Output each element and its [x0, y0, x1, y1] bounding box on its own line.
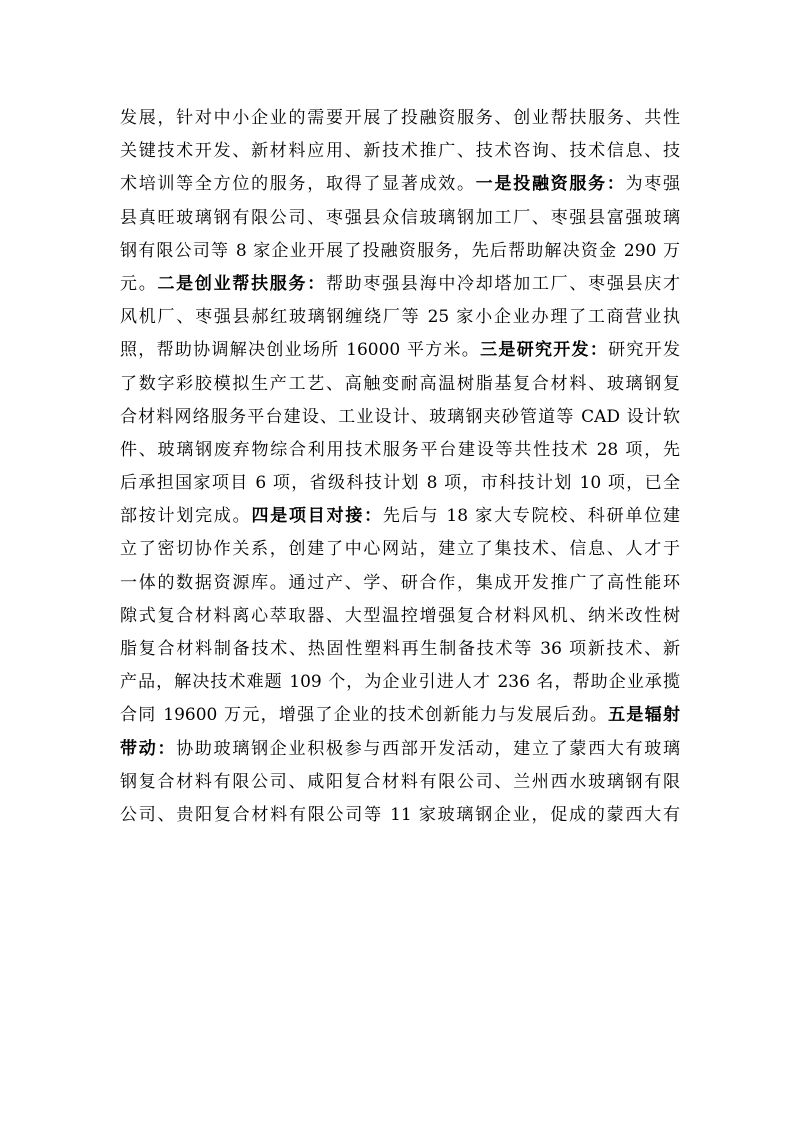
- bold-heading-run: 五是辐射: [608, 705, 681, 726]
- text-run: 照，帮助协调解决创业场所 16000 平方米。: [120, 340, 481, 361]
- text-run: 钢复合材料有限公司、咸阳复合材料有限公司、兰州西水玻璃钢有限: [120, 771, 680, 792]
- bold-heading-run: 四是项目对接：: [251, 506, 383, 527]
- text-line: [120, 600, 680, 633]
- text-run: 术培训等全方位的服务，取得了显著成效。: [120, 174, 476, 195]
- bold-heading-run: 二是创业帮扶服务：: [157, 273, 326, 294]
- text-line: [120, 334, 680, 367]
- text-line: [120, 202, 680, 235]
- body-paragraph: [120, 102, 680, 832]
- text-line: [120, 401, 680, 434]
- text-run: 公司、贵阳复合材料有限公司等 11 家玻璃钢企业，促成的蒙西大有: [120, 804, 680, 825]
- bold-heading-run: 一是投融资服务：: [475, 174, 626, 195]
- text-run: 钢有限公司等 8 家企业开展了投融资服务，先后帮助解决资金 290 万: [120, 240, 680, 261]
- text-run: 件、玻璃钢废弃物综合利用技术服务平台建设等共性技术 28 项，先: [120, 439, 680, 460]
- text-line: [120, 666, 680, 699]
- text-run: 关键技术开发、新材料应用、新技术推广、技术咨询、技术信息、技: [120, 141, 680, 162]
- text-line: [120, 567, 680, 600]
- text-run: 元。: [120, 273, 158, 294]
- text-run: 了数字彩胶模拟生产工艺、高触变耐高温树脂基复合材料、玻璃钢复: [120, 373, 680, 394]
- text-line: [120, 633, 680, 666]
- text-run: 协助玻璃钢企业积极参与西部开发活动，建立了蒙西大有玻璃: [176, 738, 681, 759]
- text-run: 风机厂、枣强县郝红玻璃钢缠绕厂等 25 家小企业办理了工商营业执: [120, 307, 680, 328]
- text-run: 研究开发: [608, 340, 681, 361]
- text-line: [120, 301, 680, 334]
- text-run: 合同 19600 万元，增强了企业的技术创新能力与发展后劲。: [120, 705, 609, 726]
- text-line: [120, 699, 680, 732]
- text-run: 先后与 18 家大专院校、科研单位建: [382, 506, 681, 527]
- text-line: [120, 168, 680, 201]
- text-line: [120, 434, 680, 467]
- text-line: [120, 135, 680, 168]
- text-run: 为枣强: [625, 174, 681, 195]
- text-line: [120, 500, 680, 533]
- text-run: 脂复合材料制备技术、热固性塑料再生制备技术等 36 项新技术、新: [120, 639, 680, 659]
- text-line: [120, 368, 680, 401]
- text-run: 帮助枣强县海中冷却塔加工厂、枣强县庆才: [325, 273, 681, 294]
- text-run: 产品，解决技术难题 109 个，为企业引进人才 236 名，帮助企业承揽: [120, 672, 680, 693]
- text-run: 立了密切协作关系，创建了中心网站，建立了集技术、信息、人才于: [120, 539, 680, 560]
- text-line: [120, 733, 680, 766]
- text-run: 后承担国家项目 6 项，省级科技计划 8 项，市科技计划 10 项，已全: [120, 473, 680, 494]
- text-line: [120, 799, 680, 832]
- bold-heading-run: 三是研究开发：: [480, 340, 609, 361]
- text-line: [120, 467, 680, 500]
- text-run: 隙式复合材料离心萃取器、大型温控增强复合材料风机、纳米改性树: [120, 605, 680, 626]
- text-run: 一体的数据资源库。通过产、学、研合作，集成开发推广了高性能环: [120, 572, 680, 593]
- text-run: 部按计划完成。: [120, 506, 252, 527]
- text-run: 发展，针对中小企业的需要开展了投融资服务、创业帮扶服务、共性: [120, 108, 680, 128]
- text-line: [120, 766, 680, 799]
- bold-heading-run: 带动：: [120, 738, 177, 759]
- text-line: [120, 268, 680, 301]
- text-run: 县真旺玻璃钢有限公司、枣强县众信玻璃钢加工厂、枣强县富强玻璃: [120, 207, 680, 228]
- text-line: [120, 102, 680, 135]
- text-run: 合材料网络服务平台建设、工业设计、玻璃钢夹砂管道等 CAD 设计软: [120, 406, 680, 427]
- text-line: [120, 533, 680, 566]
- text-line: [120, 235, 680, 268]
